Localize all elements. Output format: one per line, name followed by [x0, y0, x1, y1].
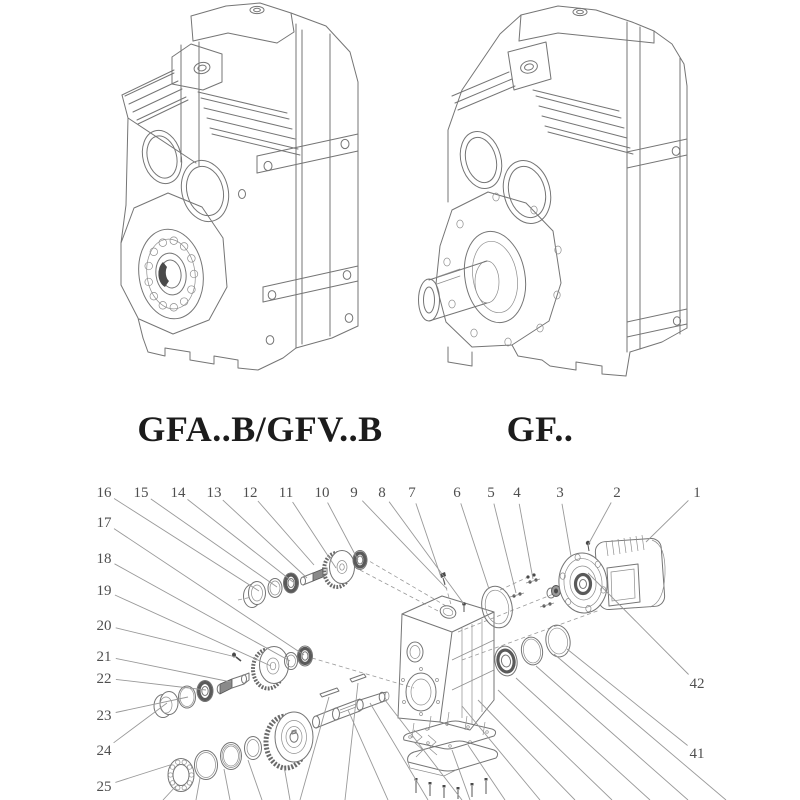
bearing-balls — [145, 237, 198, 311]
leader-line-21 — [116, 658, 231, 682]
leader-line-5 — [494, 504, 516, 593]
part-number-7: 7 — [408, 485, 416, 501]
leader-line-17 — [114, 529, 304, 655]
leader-line-20 — [116, 628, 236, 657]
gf-line-drawing — [400, 0, 740, 400]
part-number-21: 21 — [96, 649, 112, 665]
part-number-3: 3 — [556, 485, 564, 501]
leader-line-22 — [116, 679, 206, 690]
part-number-18: 18 — [96, 551, 112, 567]
model-label-gfab-gfvb: GFA..B/GFV..B — [137, 409, 383, 449]
leader-line-24 — [114, 703, 167, 743]
part-number-11: 11 — [278, 485, 294, 501]
gearbox-right-body — [419, 6, 688, 376]
leader-line-8 — [389, 502, 464, 604]
part-number-25: 25 — [96, 779, 112, 795]
part-number-5: 5 — [487, 485, 495, 501]
callouts-layer — [97, 485, 705, 795]
leader-line-41 — [567, 649, 688, 746]
part-number-41: 41 — [689, 746, 705, 762]
leader-line-11 — [293, 502, 336, 568]
gfab-gfvb-line-drawing — [0, 0, 400, 400]
leader-line-6 — [461, 503, 489, 589]
part-number-1: 1 — [693, 485, 701, 501]
part-number-14: 14 — [170, 485, 186, 501]
part-number-17: 17 — [96, 515, 112, 531]
input-shaft-parts — [244, 551, 368, 608]
part-number-13: 13 — [206, 485, 222, 501]
leader-line-1 — [646, 500, 688, 542]
leader-line-14 — [188, 499, 294, 582]
leader-line-12 — [258, 501, 314, 565]
output-shaft-parts — [168, 674, 389, 792]
gearbox-housing — [398, 596, 494, 730]
exploded-parts-diagram — [0, 460, 800, 800]
part-number-6: 6 — [453, 485, 461, 501]
part-number-24: 24 — [96, 743, 112, 759]
output-side-rings — [493, 623, 573, 678]
leader-line-15 — [151, 499, 277, 587]
part-number-2: 2 — [613, 485, 621, 501]
gearbox-left-body — [121, 3, 358, 370]
part-number-9: 9 — [350, 485, 358, 501]
center-axis-lines — [238, 558, 600, 688]
part-number-42: 42 — [689, 676, 705, 692]
part-number-20: 20 — [96, 618, 112, 634]
part-number-22: 22 — [96, 671, 112, 687]
leader-line-18 — [115, 564, 291, 661]
leader-line-9 — [362, 501, 447, 589]
leader-line-25 — [115, 765, 170, 782]
part-number-15: 15 — [133, 485, 149, 501]
part-number-12: 12 — [242, 485, 258, 501]
part-number-4: 4 — [513, 485, 521, 501]
part-number-23: 23 — [96, 708, 112, 724]
part-number-8: 8 — [378, 485, 386, 501]
cutoff-leader-lines — [163, 654, 726, 800]
leader-line-13 — [223, 500, 307, 578]
leader-line-3 — [562, 504, 571, 556]
part-number-19: 19 — [96, 583, 112, 599]
leader-line-2 — [588, 503, 611, 546]
leader-line-4 — [519, 504, 533, 579]
part-number-16: 16 — [96, 485, 112, 501]
model-label-gf: GF.. — [506, 409, 574, 449]
part-number-10: 10 — [314, 485, 330, 501]
leader-line-7 — [416, 503, 441, 577]
motor-assembly — [556, 535, 665, 615]
